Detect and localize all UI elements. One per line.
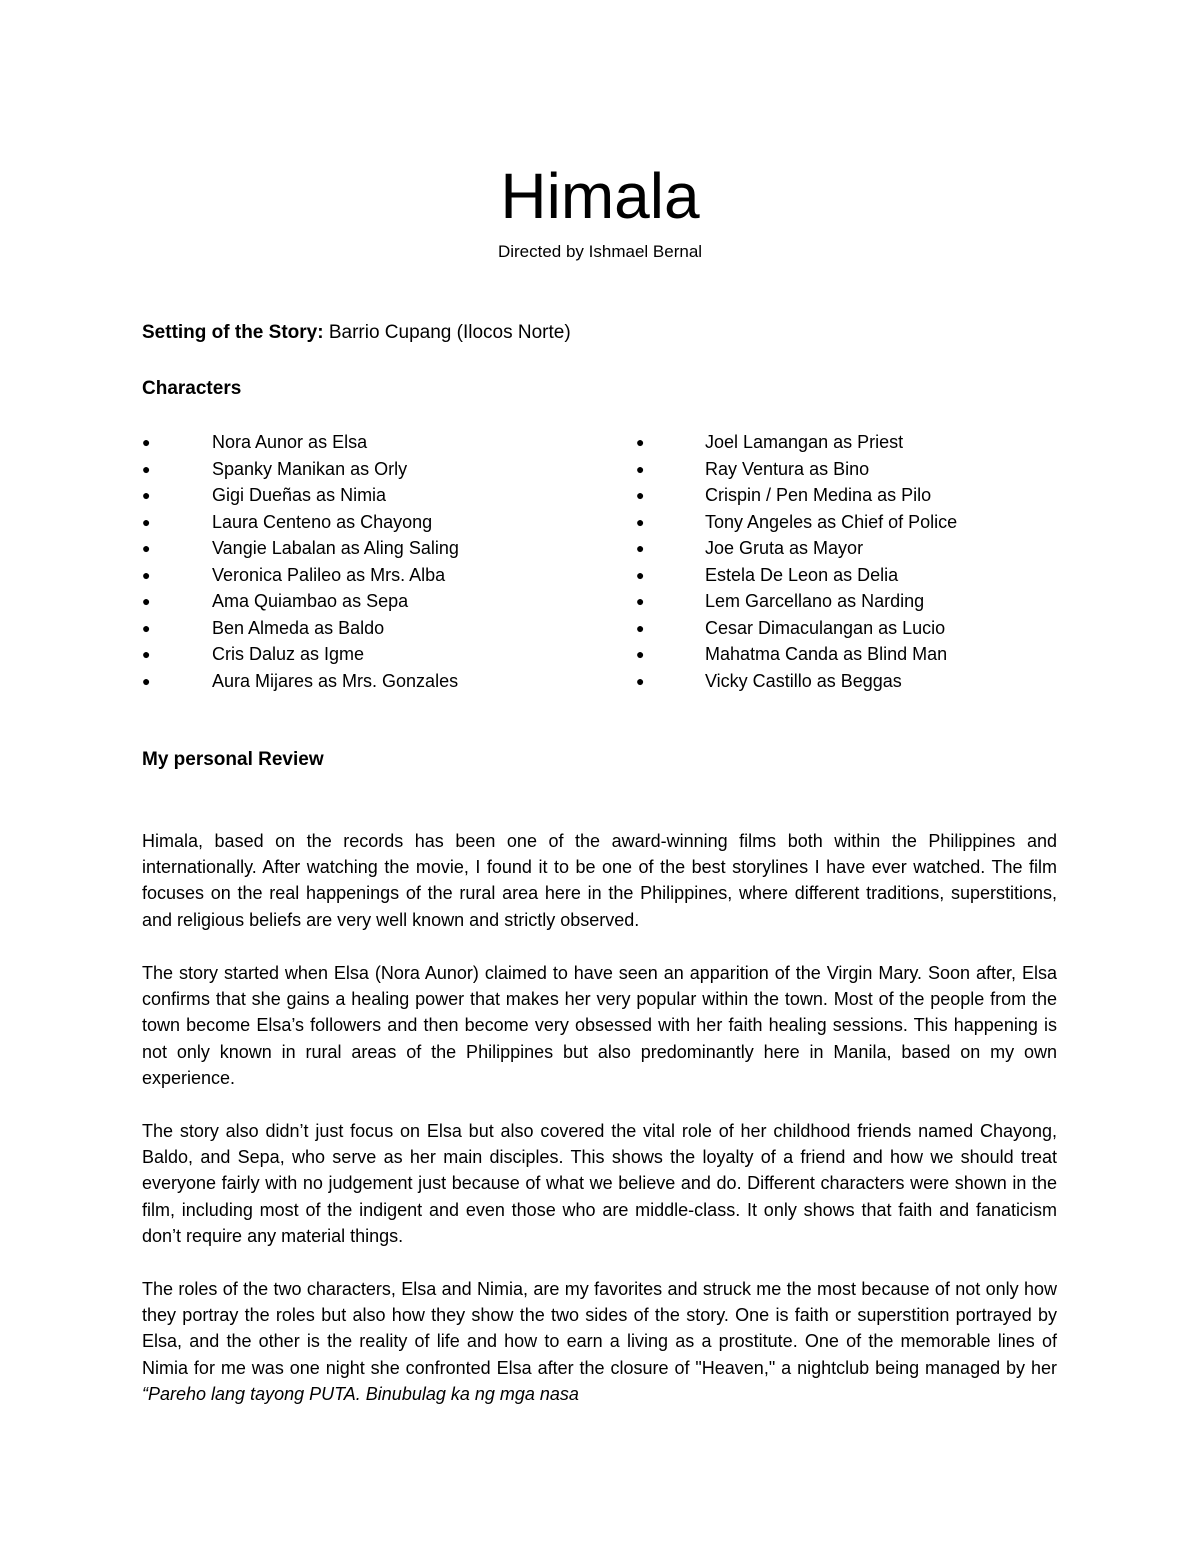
cast-list-item: [636, 588, 957, 615]
review-heading: My personal Review: [142, 749, 324, 770]
bullet-icon: ●: [142, 646, 151, 662]
bullet-icon: ●: [636, 460, 645, 477]
cast-list-left: [142, 429, 459, 694]
cast-list-item: [636, 482, 957, 509]
cast-list-item: [142, 615, 459, 642]
bullet-icon: ●: [142, 540, 151, 556]
cast-member-name: Vicky Castillo as Beggas: [705, 670, 902, 691]
cast-member-name: Lem Garcellano as Narding: [705, 591, 925, 611]
cast-list-item: [636, 668, 957, 695]
cast-list-item: [636, 456, 957, 483]
bullet-icon: ●: [142, 434, 151, 450]
review-paragraph-1: Himala, based on the records has been one of the award-winning films both within the Philippines and internationally. After watching the movie, I found it to be one of the best storylines I have ever watched. The film focuses on the real happenings of the rural area here in the Philippines, where different traditions, superstitions, and religious beliefs are very well known and strictly observed.: [142, 831, 1057, 930]
cast-member-name: Ray Ventura as Bino: [705, 458, 870, 479]
cast-member-name: Joe Gruta as Mayor: [705, 538, 864, 558]
cast-list-right: [636, 429, 957, 694]
bullet-icon: ●: [142, 619, 151, 636]
cast-list-item: [142, 668, 459, 695]
review-paragraph-4: [142, 1276, 1057, 1407]
cast-member-name: Joel Lamangan as Priest: [705, 432, 904, 452]
cast-list-item: [142, 641, 459, 668]
bullet-icon: ●: [636, 619, 645, 636]
bullet-icon: ●: [142, 460, 151, 477]
story-setting: [142, 320, 571, 346]
cast-list-item: [142, 588, 459, 615]
bullet-icon: ●: [142, 487, 151, 503]
cast-member-name: Cesar Dimaculangan as Lucio: [705, 617, 946, 638]
bullet-icon: ●: [142, 672, 151, 689]
cast-list-item: [636, 535, 957, 562]
cast-list-item: [636, 641, 957, 668]
review-paragraph-4-text: The roles of the two characters, Elsa and Nimia, are my favorites and struck me the most because of not only how they portray the roles but also how they show the two sides of the story. One is faith or superstition portrayed by Elsa, and the other is the reality of life and how to earn a living as a prostitute. One of the memorable lines of Nimia for me was one night she confronted Elsa after the closure of "Heaven," a nightclub being managed by her: [142, 1279, 1057, 1378]
cast-list-item: [636, 615, 957, 642]
bullet-icon: ●: [636, 672, 645, 689]
cast-member-name: Veronica Palileo as Mrs. Alba: [212, 564, 446, 585]
document-title: Himala: [500, 160, 700, 232]
characters-heading: Characters: [142, 378, 242, 399]
cast-member-name: Ama Quiambao as Sepa: [212, 591, 409, 611]
cast-member-name: Nora Aunor as Elsa: [212, 432, 368, 452]
bullet-icon: ●: [142, 593, 151, 609]
bullet-icon: ●: [636, 593, 645, 609]
bullet-icon: ●: [636, 566, 645, 583]
cast-member-name: Tony Angeles as Chief of Police: [705, 511, 958, 532]
bullet-icon: ●: [142, 566, 151, 583]
cast-list-item: [142, 535, 459, 562]
bullet-icon: ●: [636, 487, 645, 503]
cast-member-name: Gigi Dueñas as Nimia: [212, 485, 387, 505]
review-paragraph-2: The story started when Elsa (Nora Aunor) claimed to have seen an apparition of the Virgin Mary. Soon after, Elsa confirms that she gains a healing power that makes her very popular within the town. Most of the people from the town become Elsa’s followers and then become very obsessed with her faith healing sessions. This happening is not only known in rural areas of the Philippines but also predominantly here in Manila, based on my own experience.: [142, 963, 1057, 1088]
cast-member-name: Cris Daluz as Igme: [212, 644, 365, 664]
cast-list-item: [142, 429, 459, 456]
review-paragraph-3: The story also didn’t just focus on Elsa but also covered the vital role of her childhood friends named Chayong, Baldo, and Sepa, who serve as her main disciples. This shows the loyalty of a friend and how we should treat everyone fairly with no judgement just because of what we believe and do. Different characters were shown in the film, including most of the indigent and even those who are middle-class. It only shows that faith and fanaticism don’t require any material things.: [142, 1121, 1057, 1246]
cast-list-item: [142, 482, 459, 509]
cast-member-name: Vangie Labalan as Aling Saling: [212, 538, 459, 558]
cast-member-name: Ben Almeda as Baldo: [212, 617, 385, 638]
cast-member-name: Laura Centeno as Chayong: [212, 511, 433, 532]
bullet-icon: ●: [636, 646, 645, 662]
cast-member-name: Crispin / Pen Medina as Pilo: [705, 485, 932, 505]
review-paragraph-4-quote: “Pareho lang tayong PUTA. Binubulag ka ng mga nasa: [142, 1383, 579, 1404]
cast-list-item: [636, 562, 957, 589]
cast-list-item: [142, 562, 459, 589]
cast-list-item: [142, 456, 459, 483]
cast-list-item: [142, 509, 459, 536]
cast-member-name: Aura Mijares as Mrs. Gonzales: [212, 670, 459, 691]
setting-label: Setting of the Story:: [142, 322, 324, 343]
cast-list-item: [636, 429, 957, 456]
document-subtitle: Directed by Ishmael Bernal: [497, 242, 703, 261]
bullet-icon: ●: [636, 540, 645, 556]
bullet-icon: ●: [636, 513, 645, 530]
bullet-icon: ●: [142, 513, 151, 530]
cast-member-name: Spanky Manikan as Orly: [212, 458, 408, 479]
cast-member-name: Mahatma Canda as Blind Man: [705, 644, 948, 664]
cast-member-name: Estela De Leon as Delia: [705, 564, 899, 585]
bullet-icon: ●: [636, 434, 645, 450]
setting-value: Barrio Cupang (Ilocos Norte): [328, 322, 571, 343]
cast-list-item: [636, 509, 957, 536]
